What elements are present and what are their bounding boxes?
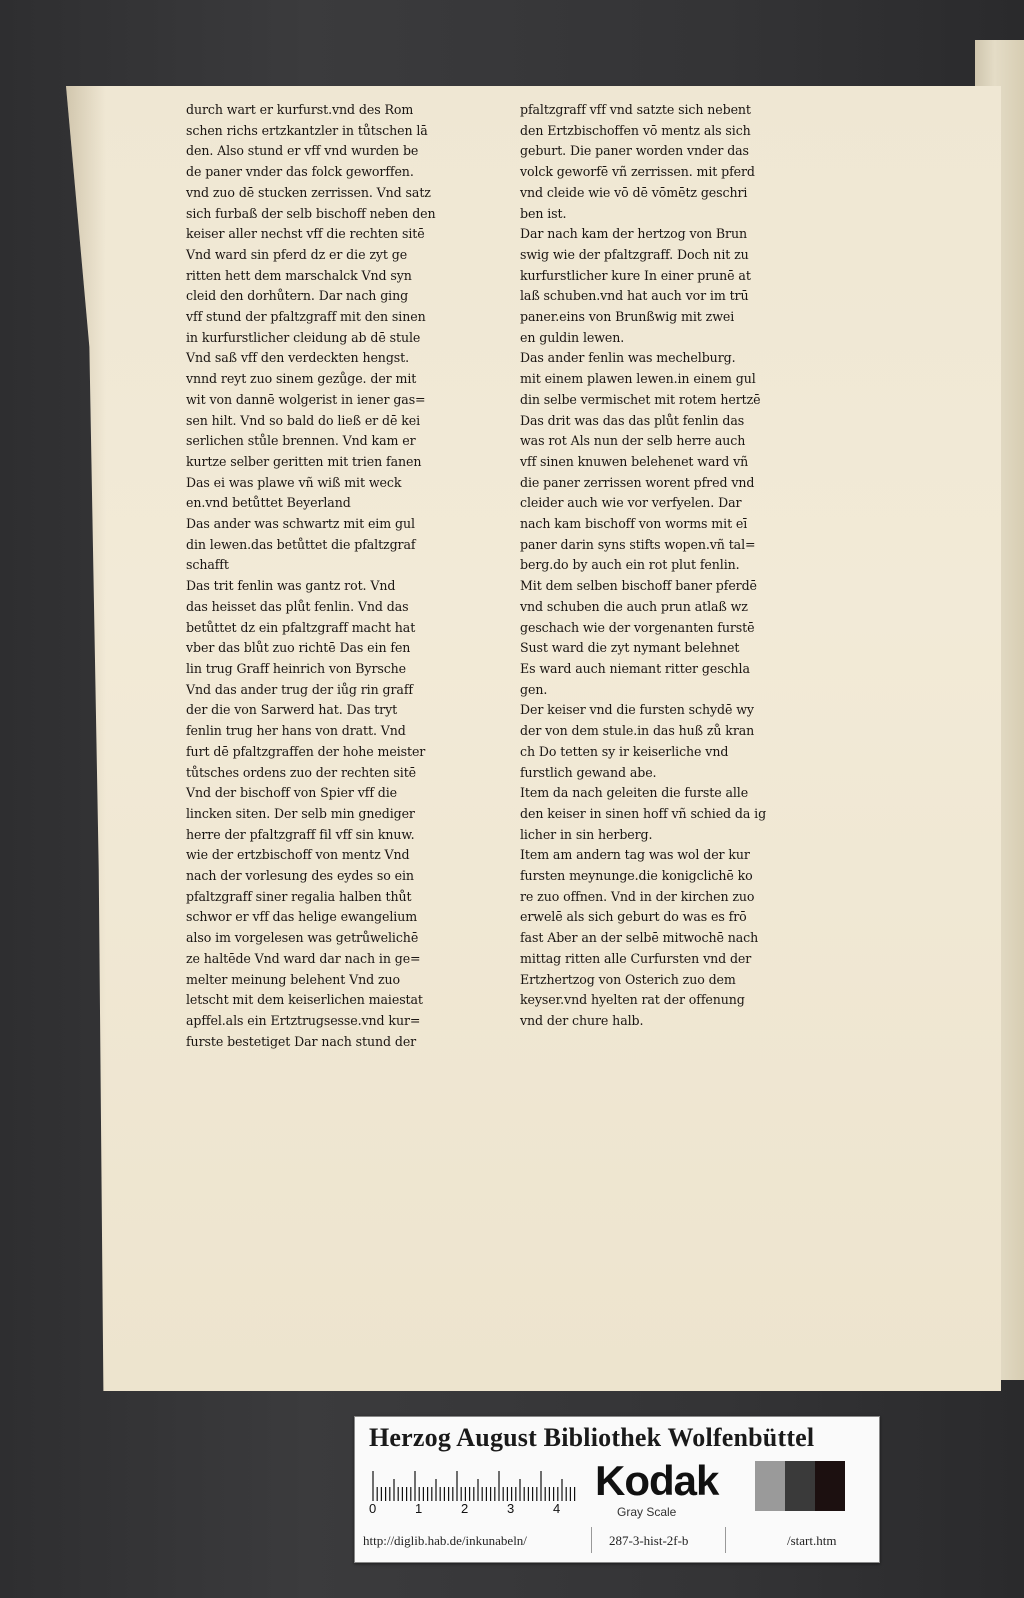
text-line: schen richs ertzkantzler in tůtschen lā bbox=[186, 122, 428, 138]
text-line: nach der vorlesung des eydes so ein bbox=[186, 868, 414, 884]
text-line: furstlich gewand abe. bbox=[520, 764, 657, 780]
text-line: vnnd reyt zuo sinem gezůge. der mit bbox=[186, 371, 417, 387]
text-line: herre der pfaltzgraff fil vff sin knuw. bbox=[186, 826, 415, 842]
text-line: cleid den dorhůtern. Dar nach ging bbox=[186, 288, 409, 304]
text-line: berg.do by auch ein rot plut fenlin. bbox=[520, 557, 740, 573]
text-line: Ertzhertzog von Osterich zuo dem bbox=[520, 971, 736, 987]
gray-scale-label: Gray Scale bbox=[617, 1505, 677, 1519]
text-line: vnd cleide wie vō dē vōmētz geschri bbox=[520, 184, 748, 200]
text-line: paner.eins von Brunßwig mit zwei bbox=[520, 309, 735, 325]
text-line: den. Also stund er vff vnd wurden be bbox=[186, 143, 419, 159]
text-line: Mit dem selben bischoff baner pferdē bbox=[520, 578, 757, 594]
text-line: der die von Sarwerd hat. Das tryt bbox=[186, 702, 398, 718]
text-line: also im vorgelesen was getrůwelichē bbox=[186, 930, 419, 946]
text-line: apffel.als ein Ertztrugsesse.vnd kur= bbox=[186, 1012, 421, 1028]
library-name: Herzog August Bibliothek Wolfenbüttel bbox=[369, 1423, 815, 1452]
text-line: melter meinung belehent Vnd zuo bbox=[186, 971, 401, 987]
text-line: das heisset das plůt fenlin. Vnd das bbox=[186, 598, 409, 614]
text-line: Der keiser vnd die fursten schydē wy bbox=[520, 702, 754, 718]
text-line: furt dē pfaltzgraffen der hohe meister bbox=[186, 743, 426, 759]
gray-swatch-dark bbox=[785, 1461, 815, 1511]
text-line: mittag ritten alle Curfursten vnd der bbox=[520, 950, 752, 966]
text-line: vff stund der pfaltzgraff mit den sinen bbox=[186, 309, 426, 325]
text-line: serlichen stůle brennen. Vnd kam er bbox=[186, 433, 416, 449]
text-line: volck geworfē vñ zerrissen. mit pferd bbox=[520, 164, 755, 180]
text-line: vber das blůt zuo richtē Das ein fen bbox=[186, 640, 411, 656]
text-line: fenlin trug her hans von dratt. Vnd bbox=[186, 723, 406, 739]
text-line: durch wart er kurfurst.vnd des Rom bbox=[186, 102, 414, 117]
text-line: der von dem stule.in das huß zů kran bbox=[520, 723, 755, 739]
url-base: http://diglib.hab.de/inkunabeln/ bbox=[363, 1533, 527, 1548]
text-line: mit einem plawen lewen.in einem gul bbox=[520, 371, 756, 387]
url-separator bbox=[591, 1527, 592, 1553]
text-line: lincken siten. Der selb min gnediger bbox=[186, 805, 415, 821]
ruler-labels bbox=[369, 1501, 579, 1519]
text-line: ben ist. bbox=[520, 205, 567, 221]
text-line: furste bestetiget Dar nach stund der bbox=[186, 1033, 417, 1049]
text-line: letscht mit dem keiserlichen maiestat bbox=[186, 992, 423, 1008]
text-line: Dar nach kam der hertzog von Brun bbox=[520, 226, 747, 242]
text-line: ritten hett dem marschalck Vnd syn bbox=[186, 267, 412, 283]
ruler-label: 3 bbox=[507, 1501, 515, 1516]
text-line: vff sinen knuwen belehenet ward vñ bbox=[520, 453, 749, 469]
text-line: paner darin syns stifts wopen.vñ tal= bbox=[520, 536, 756, 552]
text-line: Item da nach geleiten die furste alle bbox=[520, 785, 749, 801]
text-line: sich furbaß der selb bischoff neben den bbox=[186, 205, 436, 221]
text-line: en guldin lewen. bbox=[520, 329, 625, 345]
ruler-label: 2 bbox=[461, 1501, 469, 1516]
text-line: Das trit fenlin was gantz rot. Vnd bbox=[186, 578, 396, 594]
text-line: keyser.vnd hyelten rat der offenung bbox=[520, 992, 745, 1008]
text-line: gen. bbox=[520, 681, 548, 697]
text-line: Das ander was schwartz mit eim gul bbox=[186, 516, 415, 532]
text-line: fast Aber an der selbē mitwochē nach bbox=[520, 930, 759, 946]
text-column-right bbox=[520, 100, 838, 1032]
text-line: Item am andern tag was wol der kur bbox=[520, 847, 750, 863]
text-line: kurfurstlicher kure In einer prunē at bbox=[520, 267, 751, 283]
text-line: tůtsches ordens zuo der rechten sitē bbox=[186, 764, 417, 780]
text-line: den keiser in sinen hoff vñ schied da ig bbox=[520, 805, 767, 821]
text-line: Das drit was das das plůt fenlin das bbox=[520, 412, 745, 428]
text-line: de paner vnder das folck geworffen. bbox=[186, 164, 414, 180]
text-line: re zuo offnen. Vnd in der kirchen zuo bbox=[520, 888, 755, 904]
text-line: wit von dannē wolgerist in iener gas= bbox=[186, 391, 426, 407]
text-line: pfaltzgraff vff vnd satzte sich nebent bbox=[520, 102, 751, 117]
text-line: licher in sin herberg. bbox=[520, 826, 653, 842]
ruler-label: 4 bbox=[553, 1501, 561, 1516]
text-line: Das ander fenlin was mechelburg. bbox=[520, 350, 736, 366]
gray-swatch-light bbox=[755, 1461, 785, 1511]
text-line: kurtze selber geritten mit trien fanen bbox=[186, 453, 422, 469]
ruler-label: 0 bbox=[369, 1501, 377, 1516]
text-line: vnd schuben die auch prun atlaß wz bbox=[520, 598, 748, 614]
calibration-card bbox=[354, 1416, 880, 1563]
text-line: nach kam bischoff von worms mit eī bbox=[520, 516, 748, 532]
text-line: Das ei was plawe vñ wiß mit weck bbox=[186, 474, 402, 490]
text-line: vnd zuo dē stucken zerrissen. Vnd satz bbox=[186, 184, 431, 200]
text-line: Vnd der bischoff von Spier vff die bbox=[186, 785, 398, 801]
text-line: sen hilt. Vnd so bald do ließ er dē kei bbox=[186, 412, 421, 428]
text-line: betůttet dz ein pfaltzgraff macht hat bbox=[186, 619, 416, 635]
text-line: schafft bbox=[186, 557, 229, 573]
text-line: Sust ward die zyt nymant belehnet bbox=[520, 640, 740, 656]
text-line: Vnd das ander trug der iůg rin graff bbox=[186, 681, 413, 697]
text-line: fursten meynunge.die konigclichē ko bbox=[520, 868, 753, 884]
text-line: keiser aller nechst vff die rechten sitē bbox=[186, 226, 425, 242]
text-line: geburt. Die paner worden vnder das bbox=[520, 143, 749, 159]
text-line: en.vnd betůttet Beyerland bbox=[186, 495, 351, 511]
text-line: Vnd ward sin pferd dz er die zyt ge bbox=[186, 246, 408, 262]
gray-swatch-black bbox=[815, 1461, 845, 1511]
measurement-ruler bbox=[369, 1469, 579, 1501]
text-line: was rot Als nun der selb herre auch bbox=[520, 433, 746, 449]
text-line: wie der ertzbischoff von mentz Vnd bbox=[186, 847, 410, 863]
url-separator bbox=[725, 1527, 726, 1553]
text-line: cleider auch wie vor verfyelen. Dar bbox=[520, 495, 742, 511]
text-line: ze haltēde Vnd ward dar nach in ge= bbox=[186, 950, 421, 966]
text-line: lin trug Graff heinrich von Byrsche bbox=[186, 660, 407, 676]
text-column-left bbox=[186, 100, 506, 1052]
text-line: den Ertzbischoffen vō mentz als sich bbox=[520, 122, 751, 138]
text-line: schwor er vff das helige ewangelium bbox=[186, 909, 418, 925]
kodak-logo: Kodak bbox=[595, 1457, 719, 1504]
text-line: Es ward auch niemant ritter geschla bbox=[520, 660, 750, 676]
text-line: din lewen.das betůttet die pfaltzgraf bbox=[186, 536, 416, 552]
text-line: laß schuben.vnd hat auch vor im trū bbox=[520, 288, 749, 304]
text-line: vnd der chure halb. bbox=[520, 1012, 644, 1028]
text-line: die paner zerrissen worent pfred vnd bbox=[520, 474, 755, 490]
text-line: Vnd saß vff den verdeckten hengst. bbox=[186, 350, 410, 366]
text-line: ch Do tetten sy ir keiserliche vnd bbox=[520, 743, 729, 759]
text-line: in kurfurstlicher cleidung ab dē stule bbox=[186, 329, 421, 345]
text-line: pfaltzgraff siner regalia halben thůt bbox=[186, 888, 412, 904]
ruler-label: 1 bbox=[415, 1501, 423, 1516]
text-line: geschach wie der vorgenanten furstē bbox=[520, 619, 755, 635]
text-line: erwelē als sich geburt do was es frō bbox=[520, 909, 747, 925]
url-suffix: /start.htm bbox=[787, 1533, 837, 1548]
text-line: swig wie der pfaltzgraff. Doch nit zu bbox=[520, 246, 749, 262]
url-shelfmark: 287-3-hist-2f-b bbox=[609, 1533, 689, 1548]
text-line: din selbe vermischet mit rotem hertzē bbox=[520, 391, 761, 407]
